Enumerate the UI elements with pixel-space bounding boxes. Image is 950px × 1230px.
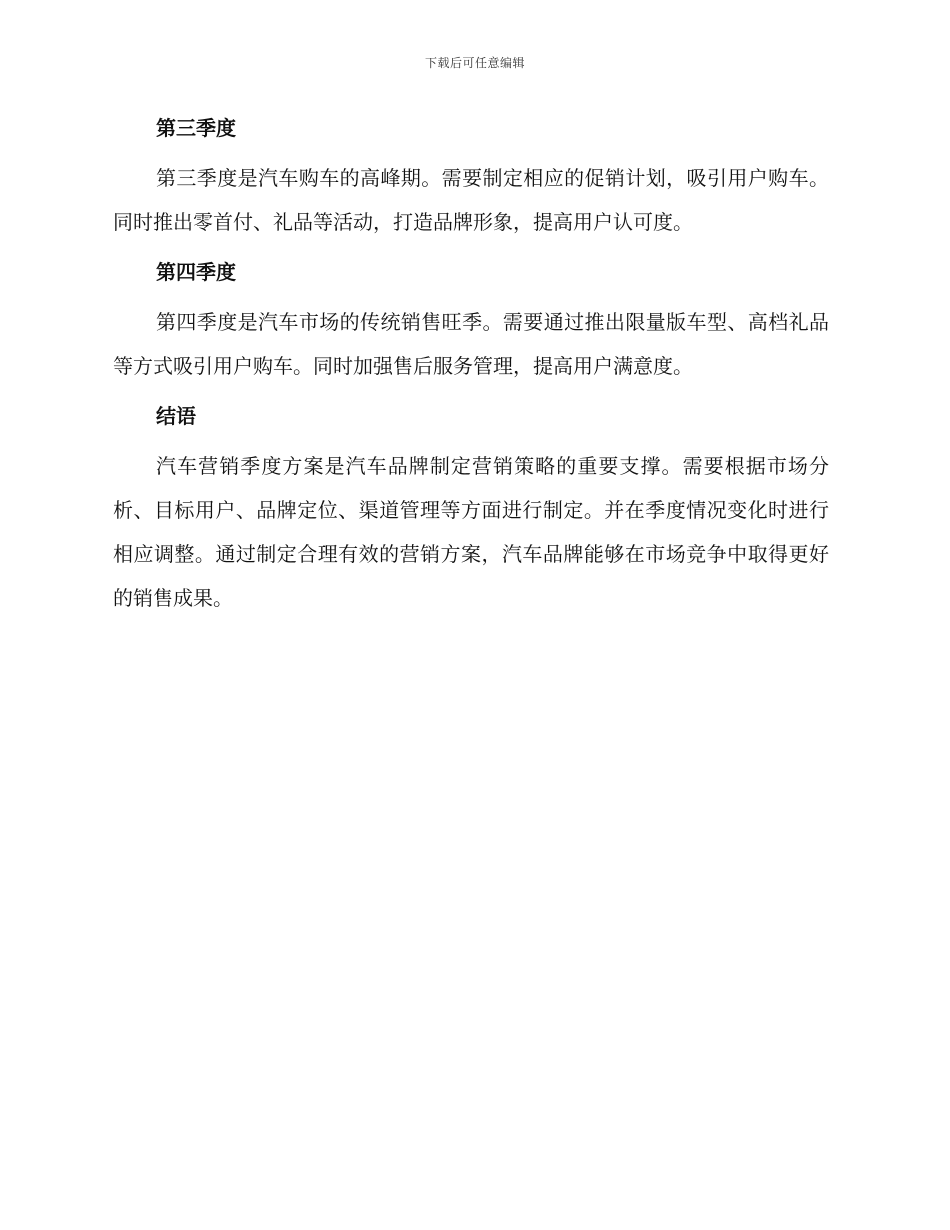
document-body: [113, 108, 829, 628]
section-heading-q3: 第三季度: [156, 116, 236, 140]
section-paragraph-q4: 第四季度是汽车市场的传统销售旺季。需要通过推出限量版车型、高档礼品等方式吸引用户购车。同时加强售后服务管理，提高用户满意度。: [113, 310, 829, 378]
section-heading-q4: 第四季度: [156, 260, 236, 284]
section-paragraph-conclusion: 汽车营销季度方案是汽车品牌制定营销策略的重要支撑。需要根据市场分析、目标用户、品牌定位、渠道管理等方面进行制定。并在季度情况变化时进行相应调整。通过制定合理有效的营销方案，汽车品牌能够在市场竞争中取得更好的销售成果。: [113, 454, 829, 610]
section-heading-conclusion: 结语: [156, 404, 196, 428]
page-header: 下载后可任意编辑: [424, 56, 525, 70]
section-paragraph-q3: 第三季度是汽车购车的高峰期。需要制定相应的促销计划，吸引用户购车。同时推出零首付、礼品等活动，打造品牌形象，提高用户认可度。: [113, 166, 829, 234]
